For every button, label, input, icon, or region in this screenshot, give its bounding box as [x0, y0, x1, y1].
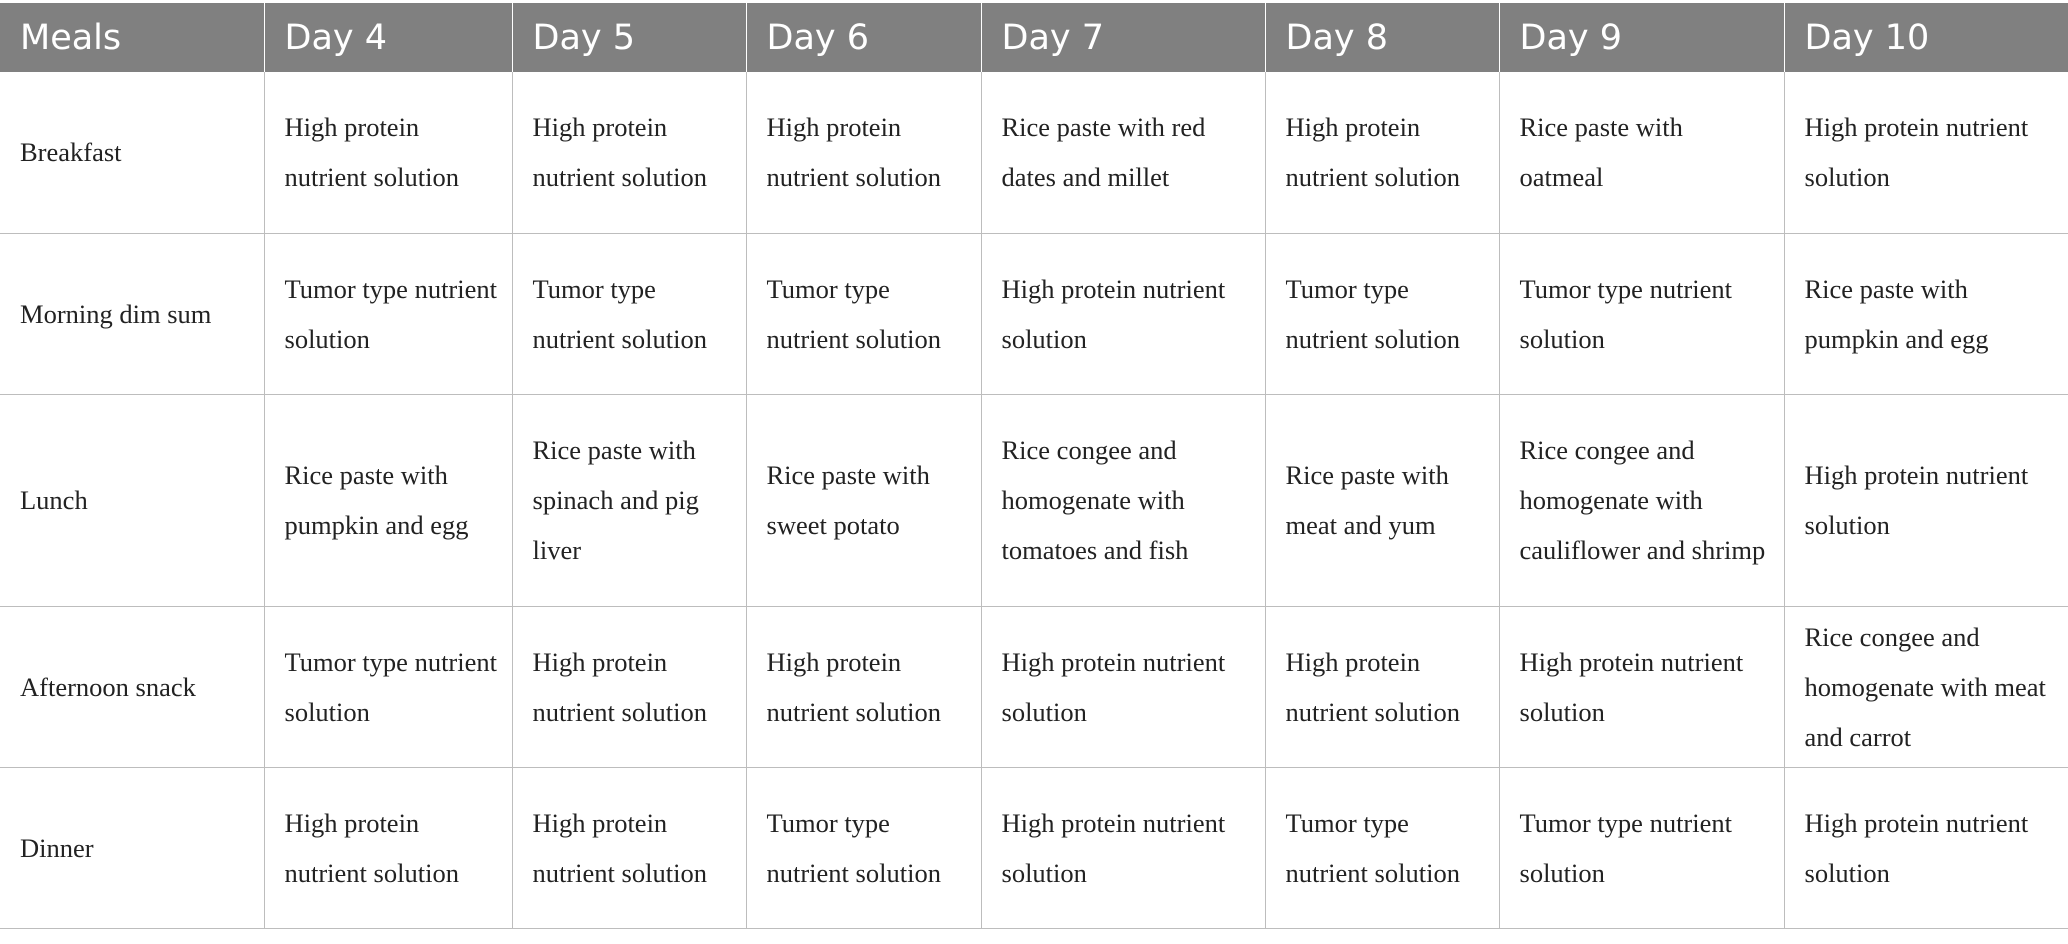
table-cell: Tumor type nutrient solution — [264, 233, 512, 394]
table-cell: High protein nutrient solution — [1499, 606, 1784, 767]
meal-label: Lunch — [0, 394, 264, 606]
table-cell: Rice paste with meat and yum — [1265, 394, 1499, 606]
table-row — [0, 394, 2068, 606]
table-cell: High protein nutrient solution — [746, 606, 981, 767]
header-meals: Meals — [0, 3, 264, 72]
table-cell: Tumor type nutrient solution — [1499, 233, 1784, 394]
table-cell: High protein nutrient solution — [264, 767, 512, 928]
table-cell: High protein nutrient solution — [1265, 606, 1499, 767]
header-day-4: Day 4 — [264, 3, 512, 72]
table-cell: Rice paste with pumpkin and egg — [264, 394, 512, 606]
table-cell: Rice paste with pumpkin and egg — [1784, 233, 2068, 394]
header-day-9: Day 9 — [1499, 3, 1784, 72]
meal-label: Afternoon snack — [0, 606, 264, 767]
table-row — [0, 606, 2068, 767]
table-cell: Rice congee and homogenate with meat and carrot — [1784, 606, 2068, 767]
table-cell: High protein nutrient solution — [981, 233, 1265, 394]
table-cell: Rice paste with spinach and pig liver — [512, 394, 746, 606]
table-cell: Tumor type nutrient solution — [1265, 767, 1499, 928]
meal-plan-table — [0, 3, 2068, 929]
header-day-5: Day 5 — [512, 3, 746, 72]
table-cell: Tumor type nutrient solution — [746, 767, 981, 928]
header-row — [0, 3, 2068, 72]
header-day-7: Day 7 — [981, 3, 1265, 72]
table-cell: High protein nutrient solution — [264, 72, 512, 233]
header-day-10: Day 10 — [1784, 3, 2068, 72]
table-cell: High protein nutrient solution — [512, 606, 746, 767]
meal-label: Breakfast — [0, 72, 264, 233]
meal-label: Morning dim sum — [0, 233, 264, 394]
table-cell: Tumor type nutrient solution — [1265, 233, 1499, 394]
table-cell: Tumor type nutrient solution — [1499, 767, 1784, 928]
table-cell: High protein nutrient solution — [1784, 394, 2068, 606]
table-cell: High protein nutrient solution — [1265, 72, 1499, 233]
table-cell: Rice paste with red dates and millet — [981, 72, 1265, 233]
table-cell: High protein nutrient solution — [512, 72, 746, 233]
header-day-8: Day 8 — [1265, 3, 1499, 72]
table-cell: Tumor type nutrient solution — [746, 233, 981, 394]
table-cell: High protein nutrient solution — [981, 606, 1265, 767]
table-row — [0, 72, 2068, 233]
table-cell: Rice paste with sweet potato — [746, 394, 981, 606]
table-row — [0, 233, 2068, 394]
table-cell: Tumor type nutrient solution — [512, 233, 746, 394]
table-row — [0, 767, 2068, 928]
table-cell: Tumor type nutrient solution — [264, 606, 512, 767]
table-cell: High protein nutrient solution — [512, 767, 746, 928]
table-cell: High protein nutrient solution — [1784, 72, 2068, 233]
table-cell: Rice paste with oatmeal — [1499, 72, 1784, 233]
table-cell: Rice congee and homogenate with cauliflower and shrimp — [1499, 394, 1784, 606]
header-day-6: Day 6 — [746, 3, 981, 72]
table-cell: High protein nutrient solution — [746, 72, 981, 233]
table-cell: High protein nutrient solution — [981, 767, 1265, 928]
meal-label: Dinner — [0, 767, 264, 928]
table-cell: Rice congee and homogenate with tomatoes and fish — [981, 394, 1265, 606]
table-cell: High protein nutrient solution — [1784, 767, 2068, 928]
